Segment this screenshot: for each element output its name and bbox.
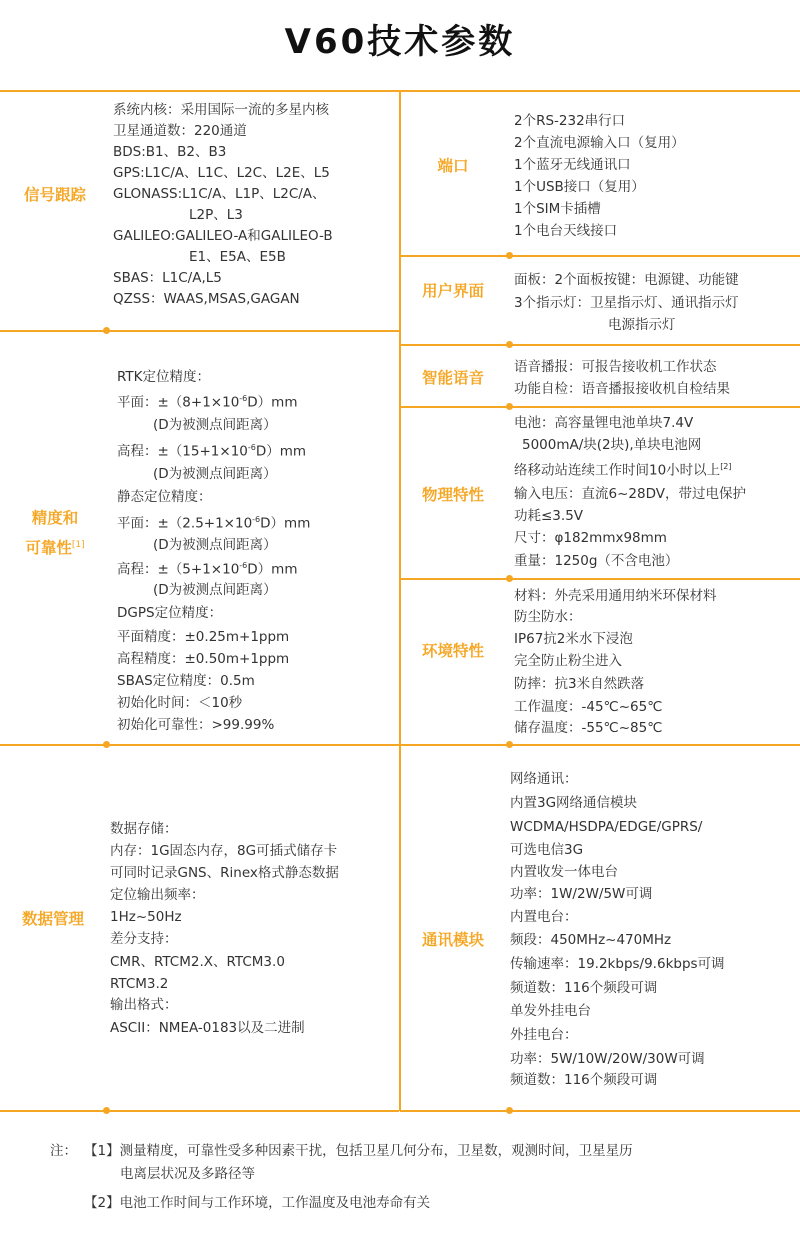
- spec-line: 2个直流电源输入口（复用）: [514, 135, 685, 151]
- spec-line: 系统内核：采用国际一流的多星内核: [113, 102, 329, 118]
- spec-line: 平面精度：±0.25m+1ppm: [117, 629, 290, 645]
- spec-line: 防摔：抗3米自然跌落: [514, 676, 645, 692]
- section-label-ui: 用户界面: [421, 282, 484, 300]
- spec-line: 内置电台：: [510, 909, 578, 925]
- spec-line: SBAS：L1C/A,L5: [113, 270, 222, 286]
- spec-line: 工作温度：-45℃~65℃: [514, 699, 663, 715]
- divider-dot: [103, 327, 110, 334]
- spec-line: 储存温度：-55℃~85℃: [514, 720, 663, 736]
- spec-line: 1个电台天线接口: [514, 223, 618, 239]
- spec-line: 初始化可靠性：>99.99%: [117, 717, 275, 733]
- spec-line: 5000mA/块(2块),单块电池网: [522, 437, 702, 453]
- divider-dot: [103, 741, 110, 748]
- spec-line: GLONASS:L1C/A、L1P、L2C/A、: [113, 186, 326, 202]
- row-divider-left-2: [0, 744, 399, 746]
- spec-line: (D为被测点间距离）: [153, 416, 277, 433]
- spec-line: 输出格式：: [110, 997, 178, 1013]
- spec-line: 单发外挂电台: [510, 1003, 591, 1019]
- spec-line: 2个RS-232串行口: [514, 113, 626, 129]
- spec-line: 可同时记录GNS、Rinex格式静态数据: [110, 865, 339, 881]
- section-ui-content: [514, 268, 739, 336]
- spec-text: 平面：±（8+1×10: [117, 394, 240, 411]
- spec-line: GALILEO:GALILEO-A和GALILEO-B: [113, 228, 333, 244]
- footnote-text: 【1】测量精度，可靠性受多种因素干扰，包括卫星几何分布，卫星数，观测时间，卫星星历: [84, 1143, 633, 1159]
- spec-line: 频道数：116个频段可调: [510, 980, 658, 996]
- section-label-comm: 通讯模块: [421, 931, 484, 949]
- section-voice-content: [514, 356, 730, 400]
- spec-line: 外挂电台：: [510, 1027, 578, 1043]
- spec-line: QZSS：WAAS,MSAS,GAGAN: [113, 291, 300, 307]
- spec-line: 语音播报：可报告接收机工作状态: [514, 359, 717, 375]
- footnote-ref: [1]: [71, 540, 85, 550]
- section-label-port: 端口: [437, 157, 469, 175]
- row-divider-left-1: [0, 330, 399, 332]
- section-label-voice: 智能语音: [421, 369, 484, 387]
- spec-line: RTK定位精度：: [117, 369, 210, 385]
- spec-text: D）mm: [260, 515, 311, 532]
- section-label-accuracy-line2: [0, 532, 110, 562]
- spec-line: 3个指示灯：卫星指示灯、通讯指示灯: [514, 295, 739, 311]
- spec-line: 电池：高容量锂电池单块7.4V: [514, 415, 694, 431]
- spec-line: 内置3G网络通信模块: [510, 795, 638, 811]
- notes-prefix: 注：: [50, 1143, 77, 1159]
- row-divider-right-5: [400, 744, 800, 746]
- spec-line: 初始化时间：＜10秒: [117, 695, 243, 711]
- spec-line: CMR、RTCM2.X、RTCM3.0: [110, 954, 285, 970]
- row-divider-left-bottom: [0, 1110, 399, 1112]
- spec-line: 频段：450MHz~470MHz: [510, 932, 672, 948]
- spec-line: [117, 436, 310, 464]
- spec-line: (D为被测点间距离）: [153, 466, 277, 482]
- footnote-1: [50, 1140, 633, 1163]
- divider-dot: [506, 741, 513, 748]
- section-data-content: [110, 818, 339, 1040]
- spec-line: DGPS定位精度：: [117, 605, 223, 621]
- spec-line: (D为被测点间距离）: [153, 582, 277, 598]
- row-divider-right-4: [400, 578, 800, 580]
- spec-line: 静态定位精度：: [117, 489, 212, 505]
- spec-line: WCDMA/HSDPA/EDGE/GPRS/: [510, 819, 703, 835]
- spec-line: 电源指示灯: [608, 317, 676, 333]
- spec-line: 尺寸：φ182mmx98mm: [514, 529, 667, 546]
- spec-line: 定位输出频率：: [110, 887, 205, 903]
- row-divider-right-bottom: [400, 1110, 800, 1112]
- section-accuracy-content: [117, 366, 310, 736]
- spec-line: 功能自检：语音播报接收机自检结果: [514, 381, 730, 397]
- row-divider-right-1: [400, 255, 800, 257]
- divider-dot: [103, 1107, 110, 1114]
- spec-line: 材料：外壳采用通用纳米环保材料: [514, 588, 717, 604]
- spec-line: 完全防止粉尘进入: [514, 653, 622, 669]
- section-label-signal: 信号跟踪: [23, 186, 86, 204]
- spec-line: 重量：1250g（不含电池）: [514, 552, 679, 569]
- spec-line: 高程精度：±0.50m+1ppm: [117, 651, 290, 667]
- spec-line: 功率：5W/10W/20W/30W可调: [510, 1051, 705, 1067]
- section-label-data: 数据管理: [21, 910, 84, 928]
- footnote-1-cont: 电离层状况及多路径等: [120, 1166, 255, 1182]
- spec-text: 高程：±（15+1×10: [117, 443, 248, 459]
- spec-text: 络移动站连续工作时间10小时以上: [514, 462, 721, 479]
- exponent: -6: [239, 560, 248, 570]
- label-text: 可靠性: [25, 539, 72, 558]
- row-divider-left-top: [0, 90, 399, 92]
- spec-line: 网络通讯：: [510, 771, 578, 787]
- spec-line: 传输速率：19.2kbps/9.6kbps可调: [510, 956, 725, 972]
- spec-line: 差分支持：: [110, 931, 178, 947]
- spec-line: E1、E5A、E5B: [189, 249, 286, 265]
- section-signal-content: [113, 100, 333, 310]
- spec-line: [117, 388, 310, 414]
- section-env-content: [514, 586, 717, 739]
- footnote-2: 【2】电池工作时间与工作环境，工作温度及电池寿命有关: [84, 1195, 431, 1211]
- spec-line: 1个SIM卡插槽: [514, 201, 601, 217]
- spec-text: 高程：±（5+1×10: [117, 561, 240, 577]
- spec-line: 内置收发一体电台: [510, 864, 618, 880]
- spec-line: 防尘防水：: [514, 609, 582, 625]
- spec-line: [117, 509, 310, 535]
- spec-text: 平面：±（2.5+1×10: [117, 515, 253, 532]
- divider-dot: [506, 1107, 513, 1114]
- spec-line: 内存：1G固态内存，8G可插式储存卡: [110, 843, 338, 859]
- exponent: -6: [247, 442, 256, 452]
- section-comm-content: [510, 768, 725, 1090]
- spec-line: 1Hz~50Hz: [110, 909, 182, 925]
- divider-dot: [506, 403, 513, 410]
- section-label-env: 环境特性: [421, 642, 484, 660]
- spec-line: 面板：2个面板按键：电源键、功能键: [514, 272, 739, 288]
- spec-text: D）mm: [247, 561, 298, 577]
- spec-line: (D为被测点间距离）: [153, 536, 277, 553]
- page-title: V60技术参数: [284, 22, 516, 62]
- divider-dot: [506, 252, 513, 259]
- footnote-ref: [2]: [720, 462, 732, 471]
- exponent: -6: [252, 515, 261, 524]
- row-divider-right-3: [400, 406, 800, 408]
- spec-line: 输入电压：直流6~28DV，带过电保护: [514, 485, 746, 502]
- spec-text: D）mm: [255, 443, 307, 459]
- spec-line: ASCII：NMEA-0183以及二进制: [110, 1020, 305, 1036]
- section-port-content: [514, 110, 685, 242]
- spec-line: BDS:B1、B2、B3: [113, 144, 227, 160]
- row-divider-right-2: [400, 344, 800, 346]
- column-divider: [399, 90, 401, 1111]
- spec-line: 数据存储：: [110, 821, 178, 837]
- divider-dot: [506, 575, 513, 582]
- spec-line: [514, 456, 746, 482]
- spec-line: GPS:L1C/A、L1C、L2C、L2E、L5: [113, 165, 330, 181]
- spec-line: [117, 555, 310, 581]
- section-label-accuracy: [0, 505, 110, 562]
- divider-dot: [506, 341, 513, 348]
- spec-line: IP67抗2米水下浸泡: [514, 631, 633, 647]
- row-divider-right-top: [400, 90, 800, 92]
- section-label-accuracy-line1: 精度和: [31, 509, 79, 527]
- spec-line: 功耗≤3.5V: [514, 507, 584, 524]
- footnotes: [50, 1140, 633, 1215]
- spec-line: 1个蓝牙无线通讯口: [514, 157, 631, 173]
- spec-line: L2P、L3: [189, 207, 243, 223]
- spec-line: 可选电信3G: [510, 842, 584, 858]
- spec-line: 1个USB接口（复用）: [514, 179, 645, 195]
- spec-line: 功率：1W/2W/5W可调: [510, 886, 653, 902]
- exponent: -6: [239, 394, 248, 403]
- spec-line: 频道数：116个频段可调: [510, 1072, 658, 1088]
- section-physical-content: [514, 412, 746, 572]
- spec-line: RTCM3.2: [110, 976, 169, 992]
- spec-text: D）mm: [247, 394, 298, 411]
- spec-line: SBAS定位精度：0.5m: [117, 673, 255, 689]
- section-label-physical: 物理特性: [421, 486, 484, 504]
- spec-line: 卫星通道数：220通道: [113, 123, 247, 139]
